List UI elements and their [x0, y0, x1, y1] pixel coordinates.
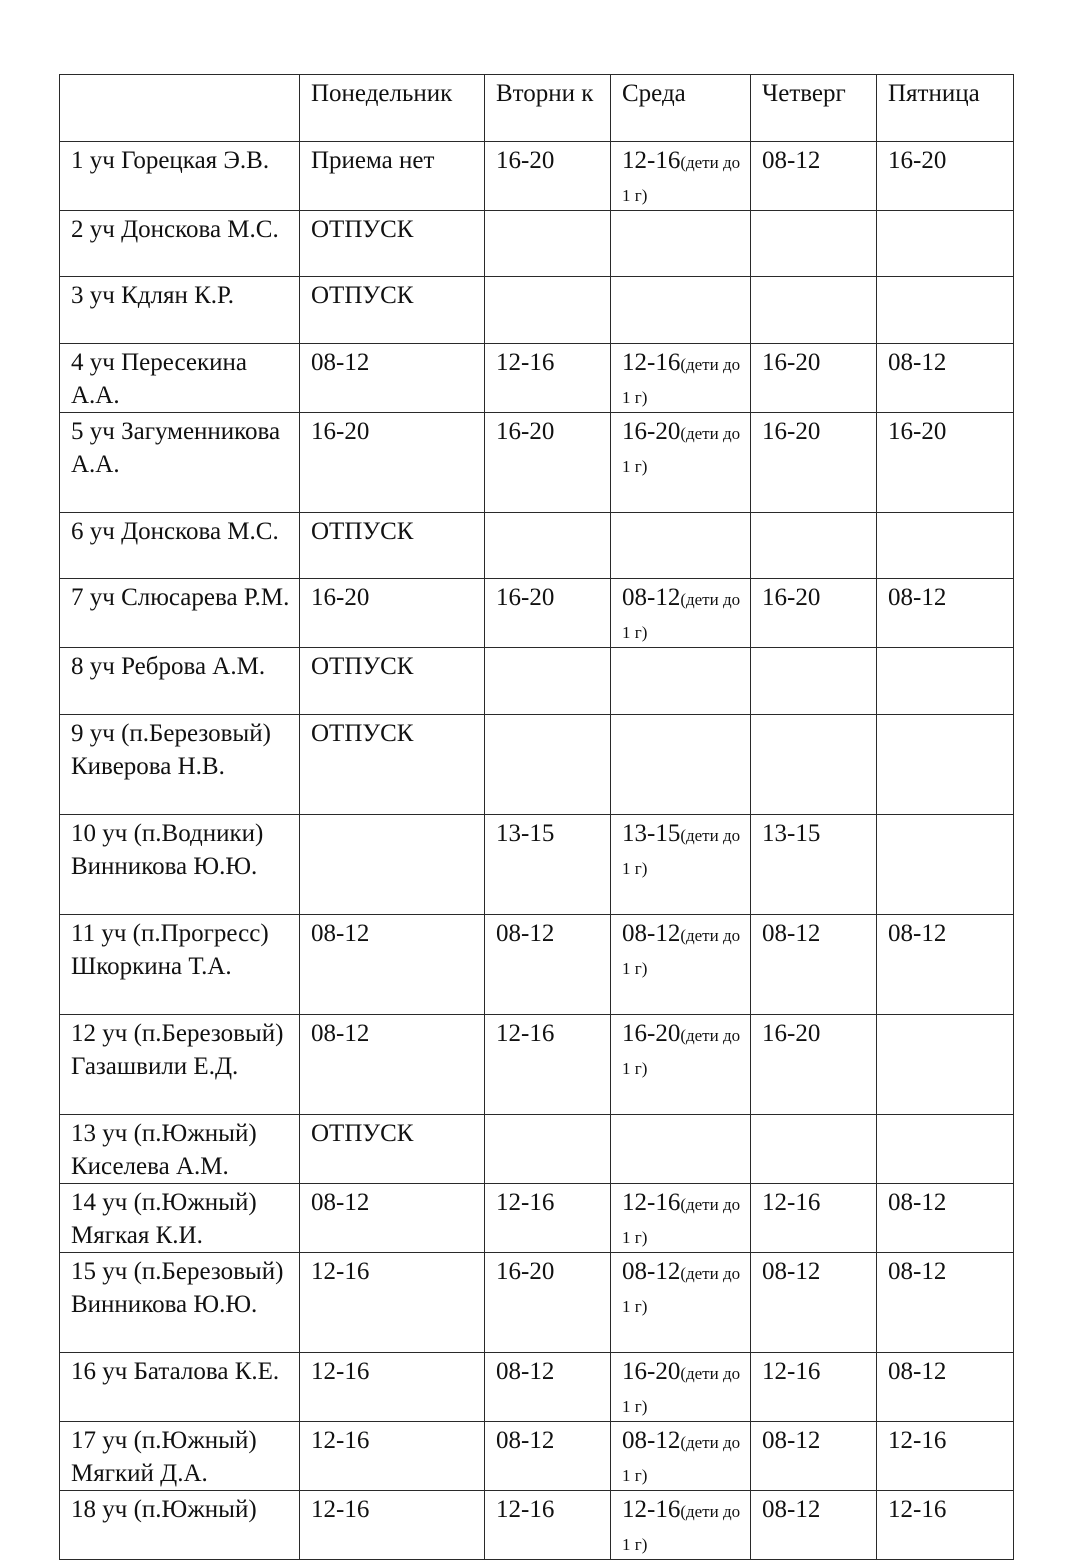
header-cell-thursday: Четверг — [751, 75, 877, 142]
district-name-cell: 2 уч Донскова М.С. — [60, 211, 300, 277]
table-row — [60, 413, 1014, 513]
tuesday-cell: 13-15 — [485, 815, 611, 915]
wednesday-cell — [611, 142, 751, 211]
thursday-cell: 12-16 — [751, 1184, 877, 1253]
district-name-cell: 1 уч Горецкая Э.В. — [60, 142, 300, 211]
tuesday-cell: 16-20 — [485, 1253, 611, 1353]
monday-cell: ОТПУСК — [300, 1115, 485, 1184]
wednesday-note: (дети до 1 г) — [622, 1433, 741, 1485]
friday-cell — [877, 277, 1014, 344]
table-row — [60, 1115, 1014, 1184]
tuesday-cell: 12-16 — [485, 1491, 611, 1560]
monday-cell: 08-12 — [300, 1015, 485, 1115]
wednesday-cell — [611, 513, 751, 579]
monday-cell: 08-12 — [300, 1184, 485, 1253]
wednesday-time: 12-16 — [622, 147, 681, 174]
wednesday-note: (дети до 1 г) — [622, 424, 741, 476]
tuesday-cell: 16-20 — [485, 142, 611, 211]
wednesday-cell — [611, 1015, 751, 1115]
wednesday-cell — [611, 413, 751, 513]
friday-cell — [877, 513, 1014, 579]
thursday-cell: 08-12 — [751, 142, 877, 211]
wednesday-cell — [611, 579, 751, 648]
friday-cell: 08-12 — [877, 579, 1014, 648]
table-row — [60, 1015, 1014, 1115]
table-row — [60, 1353, 1014, 1422]
monday-cell: 08-12 — [300, 915, 485, 1015]
tuesday-cell: 16-20 — [485, 579, 611, 648]
wednesday-note: (дети до 1 г) — [622, 1195, 741, 1247]
wednesday-cell — [611, 344, 751, 413]
monday-cell: ОТПУСК — [300, 277, 485, 344]
wednesday-note: (дети до 1 г) — [622, 1364, 741, 1416]
wednesday-note: (дети до 1 г) — [622, 1264, 741, 1316]
district-name-cell: 17 уч (п.Южный) Мягкий Д.А. — [60, 1422, 300, 1491]
wednesday-note: (дети до 1 г) — [622, 826, 741, 878]
header-cell-friday: Пятница — [877, 75, 1014, 142]
thursday-cell: 16-20 — [751, 1015, 877, 1115]
header-cell-monday: Понедельник — [300, 75, 485, 142]
district-name-cell: 12 уч (п.Березовый) Газашвили Е.Д. — [60, 1015, 300, 1115]
monday-cell: 12-16 — [300, 1353, 485, 1422]
monday-cell: 16-20 — [300, 413, 485, 513]
monday-cell: 12-16 — [300, 1422, 485, 1491]
table-row — [60, 915, 1014, 1015]
wednesday-note: (дети до 1 г) — [622, 926, 741, 978]
district-name-cell: 16 уч Баталова К.Е. — [60, 1353, 300, 1422]
friday-cell: 12-16 — [877, 1422, 1014, 1491]
friday-cell — [877, 1015, 1014, 1115]
tuesday-cell — [485, 1115, 611, 1184]
wednesday-time: 16-20 — [622, 1020, 681, 1047]
table-row — [60, 1422, 1014, 1491]
table-row — [60, 1253, 1014, 1353]
monday-cell — [300, 815, 485, 915]
thursday-cell: 08-12 — [751, 1422, 877, 1491]
district-name-cell: 13 уч (п.Южный) Киселева А.М. — [60, 1115, 300, 1184]
monday-cell: 08-12 — [300, 344, 485, 413]
tuesday-cell — [485, 513, 611, 579]
district-name-cell: 11 уч (п.Прогресс) Шкоркина Т.А. — [60, 915, 300, 1015]
thursday-cell: 16-20 — [751, 413, 877, 513]
monday-cell: Приема нет — [300, 142, 485, 211]
wednesday-note: (дети до 1 г) — [622, 590, 741, 642]
district-name-cell: 18 уч (п.Южный) — [60, 1491, 300, 1560]
wednesday-time: 12-16 — [622, 1496, 681, 1523]
monday-cell: 12-16 — [300, 1253, 485, 1353]
table-row — [60, 344, 1014, 413]
table-row — [60, 579, 1014, 648]
table-row — [60, 277, 1014, 344]
tuesday-cell: 12-16 — [485, 1184, 611, 1253]
wednesday-time: 16-20 — [622, 1358, 681, 1385]
table-row — [60, 142, 1014, 211]
table-row — [60, 715, 1014, 815]
friday-cell — [877, 211, 1014, 277]
tuesday-cell: 12-16 — [485, 1015, 611, 1115]
tuesday-cell — [485, 648, 611, 715]
friday-cell: 08-12 — [877, 1253, 1014, 1353]
monday-cell: ОТПУСК — [300, 513, 485, 579]
wednesday-cell — [611, 1491, 751, 1560]
table-row — [60, 1184, 1014, 1253]
tuesday-cell: 08-12 — [485, 1353, 611, 1422]
wednesday-time: 08-12 — [622, 1427, 681, 1454]
monday-cell: 16-20 — [300, 579, 485, 648]
district-name-cell: 6 уч Донскова М.С. — [60, 513, 300, 579]
friday-cell — [877, 1115, 1014, 1184]
thursday-cell — [751, 513, 877, 579]
wednesday-cell — [611, 815, 751, 915]
wednesday-cell — [611, 648, 751, 715]
header-cell-wednesday: Среда — [611, 75, 751, 142]
wednesday-cell — [611, 277, 751, 344]
tuesday-cell: 12-16 — [485, 344, 611, 413]
district-name-cell: 3 уч Кдлян К.Р. — [60, 277, 300, 344]
thursday-cell — [751, 715, 877, 815]
thursday-cell — [751, 277, 877, 344]
thursday-cell: 13-15 — [751, 815, 877, 915]
monday-cell: 12-16 — [300, 1491, 485, 1560]
thursday-cell — [751, 648, 877, 715]
friday-cell: 08-12 — [877, 1353, 1014, 1422]
wednesday-note: (дети до 1 г) — [622, 1502, 741, 1554]
wednesday-cell — [611, 915, 751, 1015]
header-cell-empty — [60, 75, 300, 142]
thursday-cell: 16-20 — [751, 344, 877, 413]
wednesday-cell — [611, 1184, 751, 1253]
district-name-cell: 5 уч Загуменникова А.А. — [60, 413, 300, 513]
monday-cell: ОТПУСК — [300, 648, 485, 715]
tuesday-cell: 08-12 — [485, 915, 611, 1015]
wednesday-time: 13-15 — [622, 820, 681, 847]
district-name-cell: 14 уч (п.Южный) Мягкая К.И. — [60, 1184, 300, 1253]
schedule-table — [59, 74, 1014, 1560]
tuesday-cell — [485, 277, 611, 344]
wednesday-time: 16-20 — [622, 418, 681, 445]
friday-cell: 16-20 — [877, 413, 1014, 513]
wednesday-cell — [611, 211, 751, 277]
friday-cell: 12-16 — [877, 1491, 1014, 1560]
wednesday-time: 08-12 — [622, 584, 681, 611]
tuesday-cell: 16-20 — [485, 413, 611, 513]
header-row — [60, 75, 1014, 142]
wednesday-note: (дети до 1 г) — [622, 1026, 741, 1078]
table-row — [60, 815, 1014, 915]
wednesday-cell — [611, 1353, 751, 1422]
header-cell-tuesday: Вторни к — [485, 75, 611, 142]
thursday-cell: 08-12 — [751, 915, 877, 1015]
table-row — [60, 1491, 1014, 1560]
thursday-cell — [751, 211, 877, 277]
wednesday-cell — [611, 1115, 751, 1184]
friday-cell: 16-20 — [877, 142, 1014, 211]
tuesday-cell — [485, 211, 611, 277]
tuesday-cell — [485, 715, 611, 815]
wednesday-time: 12-16 — [622, 1189, 681, 1216]
wednesday-time: 08-12 — [622, 920, 681, 947]
table-row — [60, 211, 1014, 277]
friday-cell — [877, 715, 1014, 815]
wednesday-note: (дети до 1 г) — [622, 355, 741, 407]
wednesday-cell — [611, 715, 751, 815]
wednesday-cell — [611, 1422, 751, 1491]
friday-cell — [877, 648, 1014, 715]
table-row — [60, 513, 1014, 579]
thursday-cell: 08-12 — [751, 1253, 877, 1353]
thursday-cell: 16-20 — [751, 579, 877, 648]
tuesday-cell: 08-12 — [485, 1422, 611, 1491]
thursday-cell: 08-12 — [751, 1491, 877, 1560]
district-name-cell: 10 уч (п.Водники) Винникова Ю.Ю. — [60, 815, 300, 915]
thursday-cell — [751, 1115, 877, 1184]
friday-cell: 08-12 — [877, 915, 1014, 1015]
friday-cell — [877, 815, 1014, 915]
monday-cell: ОТПУСК — [300, 211, 485, 277]
friday-cell: 08-12 — [877, 344, 1014, 413]
table-row — [60, 648, 1014, 715]
monday-cell: ОТПУСК — [300, 715, 485, 815]
district-name-cell: 15 уч (п.Березовый) Винникова Ю.Ю. — [60, 1253, 300, 1353]
district-name-cell: 4 уч Пересекина А.А. — [60, 344, 300, 413]
district-name-cell: 7 уч Слюсарева Р.М. — [60, 579, 300, 648]
wednesday-note: (дети до 1 г) — [622, 153, 741, 205]
wednesday-cell — [611, 1253, 751, 1353]
wednesday-time: 12-16 — [622, 349, 681, 376]
district-name-cell: 9 уч (п.Березовый) Киверова Н.В. — [60, 715, 300, 815]
thursday-cell: 12-16 — [751, 1353, 877, 1422]
wednesday-time: 08-12 — [622, 1258, 681, 1285]
district-name-cell: 8 уч Реброва А.М. — [60, 648, 300, 715]
friday-cell: 08-12 — [877, 1184, 1014, 1253]
